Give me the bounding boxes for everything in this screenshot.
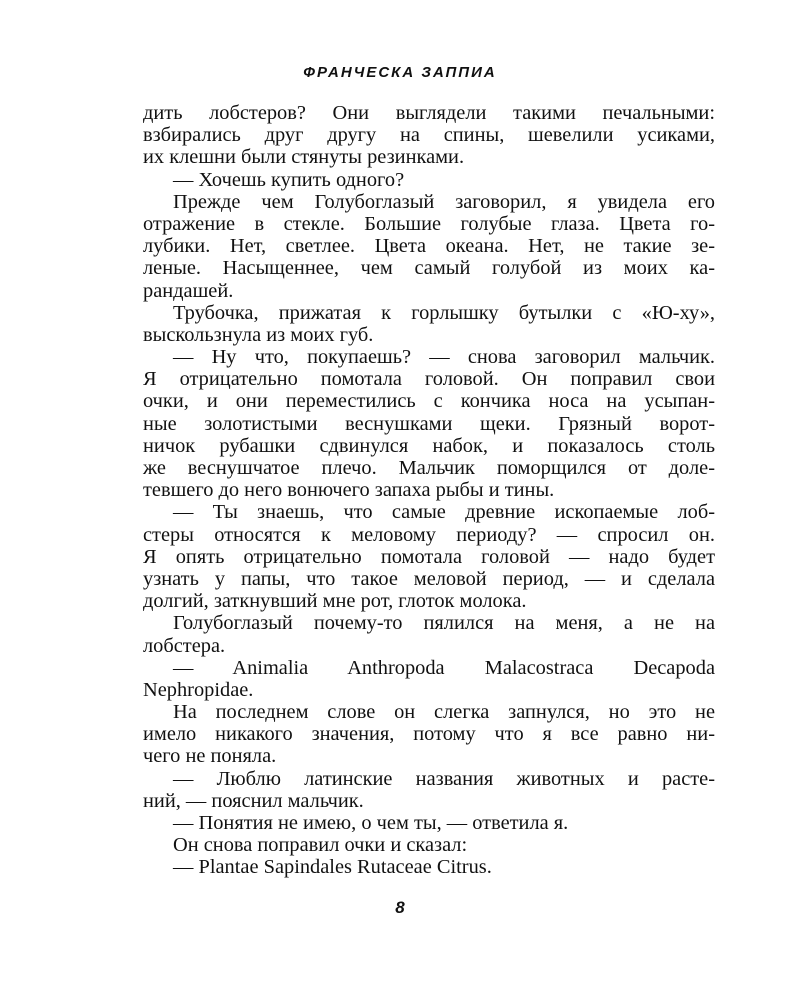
text-line: — Люблю латинские названия животных и расте- xyxy=(173,767,715,790)
running-header: ФРАНЧЕСКА ЗАППИА xyxy=(303,64,497,81)
text-line: дить лобстеров? Они выглядели такими печальными: xyxy=(143,102,715,124)
text-line: их клешни были стянуты резинками. xyxy=(143,146,465,169)
text-line: Прежде чем Голубоглазый заговорил, я увидела его xyxy=(173,190,715,213)
text-line: леные. Насыщеннее, чем самый голубой из моих ка- xyxy=(143,257,715,280)
text-line: Голубоглазый почему-то пялился на меня, а не на xyxy=(173,612,715,635)
text-line: лобстера. xyxy=(143,634,226,657)
text-line: выскользнула из моих губ. xyxy=(143,323,374,346)
text-line: отражение в стекле. Большие голубые глаза. Цвета го- xyxy=(143,212,715,235)
text-line: узнать у папы, что такое меловой период, — и сделала xyxy=(143,567,715,590)
text-line: Я отрицательно помотала головой. Он поправил свои xyxy=(143,368,715,391)
text-line: очки, и они переместились с кончика носа на усыпан- xyxy=(143,390,715,413)
page-number: 8 xyxy=(395,898,405,917)
text-line: Он снова поправил очки и сказал: xyxy=(173,834,468,857)
text-line: взбирались друг другу на спины, шевелили усиками, xyxy=(143,124,715,147)
text-line: тевшего до него вонючего запаха рыбы и тины. xyxy=(143,479,555,502)
text-line: — Ты знаешь, что самые древние ископаемые лоб- xyxy=(173,501,715,524)
text-line: ные золотистыми веснушками щеки. Грязный ворот- xyxy=(143,412,715,435)
text-line: чего не поняла. xyxy=(143,745,277,768)
text-line: — Plantae Sapindales Rutaceae Citrus. xyxy=(173,856,492,879)
text-line: Nephropidae. xyxy=(143,678,254,701)
text-line: ничок рубашки сдвинулся набок, и показалось столь xyxy=(143,434,715,457)
text-line: — Ну что, покупаешь? — снова заговорил мальчик. xyxy=(173,346,715,369)
text-line: стеры относятся к меловому периоду? — спросил он. xyxy=(143,523,715,546)
text-line: На последнем слове он слегка запнулся, но это не xyxy=(173,701,715,724)
page-body-text xyxy=(143,102,715,879)
text-line: рандашей. xyxy=(143,279,234,302)
text-line: лубики. Нет, светлее. Цвета океана. Нет, не такие зе- xyxy=(143,235,715,258)
text-line: Трубочка, прижатая к горлышку бутылки с «Ю-ху», xyxy=(173,301,715,324)
text-line: ний, — пояснил мальчик. xyxy=(143,789,364,812)
text-line: — Animalia Anthropoda Malacostraca Decapoda xyxy=(173,656,715,679)
text-line: — Хочешь купить одного? xyxy=(173,168,405,191)
text-line: Я опять отрицательно помотала головой — надо будет xyxy=(143,545,715,568)
text-line: — Понятия не имею, о чем ты, — ответила я. xyxy=(173,812,569,834)
text-line: же веснушчатое плечо. Мальчик поморщился от доле- xyxy=(143,457,715,479)
text-line: долгий, заткнувший мне рот, глоток молока. xyxy=(143,590,527,613)
text-line: имело никакого значения, потому что я все равно ни- xyxy=(143,723,715,746)
